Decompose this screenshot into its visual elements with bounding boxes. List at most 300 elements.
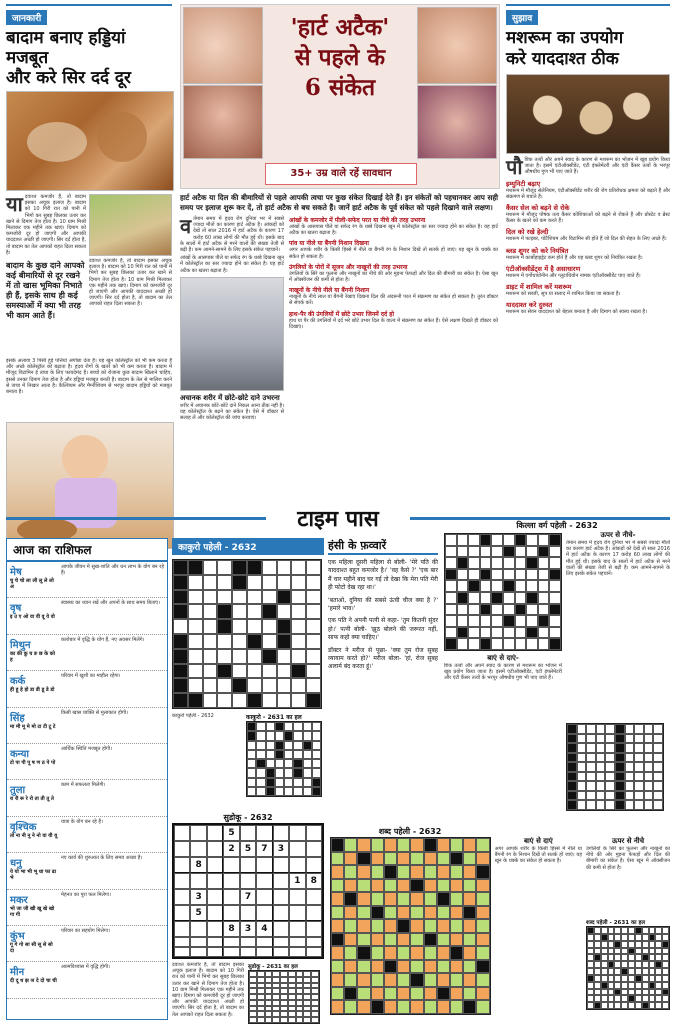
crossword-mini-answer-cell [615,800,625,810]
sudoku-cell [190,937,206,947]
crossword-answer-cell [601,927,608,934]
sudoku-cell: 8 [306,873,322,889]
crossword-answer-cell [587,995,594,1002]
kakuro-answer-cell [293,778,302,787]
crossword-answer-cell [655,948,662,955]
kakuro-cell [291,575,306,590]
crossword-cell [384,933,397,947]
crossword-cell [450,879,463,893]
crossword-mini-cell [549,546,561,558]
kakuro-answer-cell [247,768,256,777]
crossword-answer-cell [608,927,615,934]
crossword-mini-answer-cell [586,724,596,734]
crossword-cell [437,960,450,974]
crossword-cell [437,919,450,933]
crossword-cell [463,987,476,1001]
sudoku-cell [223,857,239,873]
crossword-answer-cell [608,1002,615,1009]
crossword-cell [397,960,410,974]
crossword-answer-cell [601,954,608,961]
sudoku-cell [174,825,190,841]
crossword-answer-cell [655,941,662,948]
kakuro-cell [173,575,188,590]
crossword-mini-down-head: ऊपर से नीचे- [600,531,636,539]
joke-item: एक पति ने अपनी पत्नी से कहा- 'तुम कितनी सुंदर हो।' पत्नी बोली- 'झूठ बोलने की जरूरत नहीं, साफ कहो क्या चाहिए।' [328,617,438,642]
crossword-answer-cell [608,989,615,996]
crossword-answer-cell [621,975,628,982]
crossword-answer-cell [601,982,608,989]
center-dropcap: व [180,214,192,238]
crossword-mini-answer-cell [615,753,625,763]
crossword-mini-answer-cell [567,800,577,810]
crossword-mini-answer-cell [644,791,654,801]
crossword-answer-cell [655,968,662,975]
crossword-cell [331,973,344,987]
rashi-row [7,926,167,962]
crossword-mini-cell [457,534,469,546]
kakuro-cell [277,693,292,708]
kakuro-cell [291,678,306,693]
rashi-name: मकर [10,894,28,906]
crossword-mini-cell [526,557,538,569]
sudoku-cell [273,947,289,957]
kakuro-answer-cell [266,778,275,787]
left-story-rule [6,4,172,6]
crossword-answer-cell [601,995,608,1002]
kakuro-answer-cell [256,778,265,787]
kakuro-answer-cell [303,768,312,777]
crossword-mini-answer-cell [625,772,635,782]
crossword-answer-cell [614,989,621,996]
crossword-cell [344,933,357,947]
rashi-text: आपके जीवन में सुख-शांति और धन लाभ के योग बन रहे हैं। [61,564,164,577]
crossword-cell [476,1000,489,1014]
crossword-answer-cell [628,948,635,955]
crossword-mini-answer-grid [566,723,664,811]
kakuro-cell [217,619,232,634]
crossword-cell [384,960,397,974]
crossword-mini-answer-cell [577,753,587,763]
left-story-pull-quote: बादाम के कुछ दाने आपको कई बीमारियों से दूर रखने में तो खास भूमिका निभाते ही हैं, इसके साथ ही कई समस्याओं में क्या भी तरह भी काम आते हैं। [6,260,85,321]
banner-title-line2: से पहले के [294,44,386,71]
crossword-mini-cell [549,615,561,627]
crossword-cell [450,1000,463,1014]
crossword-mini-answer-cell [615,772,625,782]
crossword-cell [463,919,476,933]
rashi-sign [10,673,58,704]
crossword-cell [371,879,384,893]
crossword-mini-cell [503,569,515,581]
crossword-cell [450,946,463,960]
rashi-row [7,598,167,634]
center-sub4: उंगलियों के पोरों में सूजन और नाखूनों की तरह उभरना [289,263,408,271]
crossword-answer-cell [662,927,669,934]
crossword-mini-answer-cell [567,791,577,801]
crossword-mini-answer-cell [653,781,663,791]
kakuro-cell [291,649,306,664]
kakuro-title: काकुरो पहेली - 2632 [172,538,324,555]
crossword-cell [410,1000,423,1014]
right-section-body: मशरूम को सब्जी, सूप या सलाद में शामिल किया जा सकता है। [506,291,621,298]
crossword-mini-cell [457,557,469,569]
kakuro-answer-cell [284,768,293,777]
crossword-answer-cell [655,995,662,1002]
crossword-mini-answer-cell [605,800,615,810]
crossword-cell [437,838,450,852]
crossword-mini-answer-cell [586,753,596,763]
kakuro-cell [291,634,306,649]
sudoku-answer-cell [288,1017,296,1023]
crossword-mini-cell [549,592,561,604]
kakuro-cell [173,664,188,679]
left-story-title-line1: बादाम बनाए हड्डियां मजबूत [6,28,126,68]
crossword-mini-answer-cell [586,762,596,772]
crossword-answer-cell [614,927,621,934]
sudoku-answer-cell [272,1017,280,1023]
banner-title [263,13,417,103]
crossword-cell [371,1000,384,1014]
sudoku-cell [306,921,322,937]
crossword-cell [424,892,437,906]
crossword-mini-answer-cell [605,724,615,734]
crossword-down-head: ऊपर से नीचे [611,837,645,845]
crossword-cell [437,933,450,947]
crossword-answer-cell [587,982,594,989]
crossword-cell [371,933,384,947]
kakuro-answer-cell [247,750,256,759]
crossword-mini-cell [480,557,492,569]
kakuro-cell [173,590,188,605]
crossword-cell [384,946,397,960]
crossword-mini-cell [491,615,503,627]
kakuro-answer-cell [247,722,256,731]
crossword-mini-answer-cell [625,791,635,801]
sudoku-grid [172,823,324,959]
sudoku-cell [190,921,206,937]
rashifal-list [7,562,167,999]
kakuro-answer-cell [256,759,265,768]
crossword-cell [331,865,344,879]
rashi-letters: रा री रू रे रो ता ती तू ते [10,796,54,803]
crossword-cell [344,919,357,933]
crossword-cell [410,960,423,974]
crossword-answer-cell [662,954,669,961]
kakuro-cell [247,678,262,693]
crossword-answer-cell [628,995,635,1002]
crossword-mini-answer-cell [625,800,635,810]
crossword-mini-cell [515,604,527,616]
crossword-cell [424,852,437,866]
crossword-mini-cell [445,604,457,616]
rashi-name: मेष [10,567,22,578]
crossword-answer-cell [628,982,635,989]
crossword-mini-cell [549,534,561,546]
crossword-answer-cell [655,975,662,982]
sudoku-cell [207,841,223,857]
rashi-letters: इ उ ए ओ वा वी वू वे वो [10,614,55,621]
sudoku-cell [306,841,322,857]
rashi-sign [10,600,58,631]
rashi-text: स्वास्थ्य का ध्यान रखें और अपनों के साथ समय बिताएं। [61,600,160,607]
crossword-answer-cell [635,954,642,961]
sudoku-cell [306,937,322,947]
crossword-mini-answer-cell [586,781,596,791]
crossword-mini-answer-cell [596,772,606,782]
sudoku-answer-cell [311,1017,319,1023]
crossword-mini-cell [445,627,457,639]
crossword-cell [384,838,397,852]
crossword-answer-cell [662,961,669,968]
crossword-answer-cell [642,948,649,955]
sudoku-cell [289,947,305,957]
kakuro-cell [291,604,306,619]
crossword-mini-cell [526,569,538,581]
crossword-mini-answer-cell [644,800,654,810]
sudoku-cell [207,825,223,841]
kakuro-cell [173,678,188,693]
rashi-letters: दी दू थ झ ञ दे दो चा ची [10,978,57,985]
center-sub3: पांव या नीले या बैंगनी निशान दिखना [289,240,369,248]
rashi-letters: गू गे गो सा सी सू से सो दा [10,941,53,954]
crossword-mini-answer-cell [615,781,625,791]
crossword-mini-answer-cell [586,772,596,782]
kakuro-cell [277,560,292,575]
sudoku-cell [256,825,272,841]
crossword-answer-cell [642,954,649,961]
kakuro-answer-cell [284,750,293,759]
crossword-answer-cell [621,954,628,961]
crossword-mini-cell [549,569,561,581]
right-section-body: मशरूम में कार्बोहाइड्रेट कम होते हैं और यह ब्लड शुगर को नियंत्रित रखता है। [506,254,643,261]
sudoku-cell [207,857,223,873]
crossword-answer-cell [614,954,621,961]
kakuro-answer-cell [293,750,302,759]
rashi-row [7,890,167,926]
rashi-letters: मा मी मू मे मो टा टी टू टे [10,723,56,730]
kakuro-answer-cell [247,787,256,796]
crossword-cell [384,852,397,866]
crossword-cell [410,919,423,933]
kakuro-answer-cell [266,759,275,768]
sudoku-cell [306,825,322,841]
center-sub1: अचानक शरीर में छोटे-छोटे दाने उभरना [180,393,280,402]
kakuro-cell [232,634,247,649]
crossword-cell [371,852,384,866]
crossword-cell [397,933,410,947]
rashi-name: तुला [10,785,26,797]
crossword-cell [384,919,397,933]
crossword-mini-answer-cell [653,734,663,744]
crossword-mini-cell [445,638,457,650]
sudoku-answer-title: सुडोकू - 2631 का हल [248,964,298,970]
crossword-answer-cell [594,927,601,934]
kakuro-answer-cell [293,787,302,796]
crossword-cell [397,892,410,906]
rashi-text: आर्थिक स्थिति मजबूत होगी। [61,745,113,752]
kakuro-cell [217,634,232,649]
left-story-tag: जानकारी [6,10,47,25]
sudoku-cell [174,873,190,889]
crossword-cell [397,1000,410,1014]
crossword-cell [344,960,357,974]
crossword-cell [463,973,476,987]
kakuro-answer-cell [266,741,275,750]
kakuro-answer-cell [293,722,302,731]
sudoku-answer-cell [280,1017,288,1023]
crossword-mini-cell [468,580,480,592]
crossword-cell [371,960,384,974]
crossword-answer-cell [628,975,635,982]
right-section-head: दिल को रखे हेल्दी [506,228,549,237]
sudoku-cell [256,947,272,957]
right-section-head: इम्युनिटी बढ़ाए [506,179,541,188]
crossword-cell [437,1000,450,1014]
rashi-name: मीन [10,967,25,979]
kakuro-answer-cell [275,722,284,731]
crossword-mini-answer-cell [625,724,635,734]
crossword-answer-cell [649,961,656,968]
crossword-cell [424,1000,437,1014]
crossword-mini-cell [515,638,527,650]
sudoku-cell [190,873,206,889]
kakuro-cell [232,693,247,708]
hand-photo [417,7,497,84]
crossword-cell [476,838,489,852]
crossword-mini-answer-cell [567,734,577,744]
crossword-answer-cell [621,995,628,1002]
crossword-mini-answer-cell [625,743,635,753]
crossword-mini-answer-cell [605,772,615,782]
crossword-cell [476,946,489,960]
kakuro-cell [306,634,321,649]
rashi-text: किसी खास व्यक्ति से मुलाकात होगी। [61,709,128,716]
sudoku-cell [240,857,256,873]
rashi-name: कर्क [10,676,26,688]
crossword-cell [357,1000,370,1014]
kakuro-answer-cell [284,778,293,787]
crossword-answer-cell [594,989,601,996]
sudoku-cell [306,947,322,957]
crossword-mini-cell [503,592,515,604]
crossword-answer-cell [594,941,601,948]
kakuro-answer-cell [284,787,293,796]
crossword-mini-cell [526,580,538,592]
crossword-answer-cell [628,934,635,941]
crossword-mini-cell [538,534,550,546]
crossword-cell [384,987,397,1001]
sudoku-cell [223,937,239,947]
crossword-answer-cell [662,941,669,948]
kakuro-cell [262,604,277,619]
crossword-cell [357,838,370,852]
rashi-name: वृष [10,603,22,615]
sudoku-cell: 4 [256,921,272,937]
kakuro-cell [306,649,321,664]
crossword-mini-cell [526,615,538,627]
crossword-mini-cell [468,546,480,558]
crossword-answer-cell [614,934,621,941]
crossword-mini-cell [468,592,480,604]
crossword-answer-cell [655,934,662,941]
sudoku-cell [240,937,256,947]
finger-photo [183,85,263,159]
crossword-mini-cell [457,638,469,650]
crossword-mini-answer-cell [653,724,663,734]
crossword-answer-cell [635,961,642,968]
kakuro-cell [306,590,321,605]
crossword-answer-cell [601,975,608,982]
rashi-letters: चु चे चो ला ली लू ले लो अ [10,578,54,590]
crossword-mini-answer-cell [577,762,587,772]
crossword-cell [357,906,370,920]
sudoku-cell: 5 [223,825,239,841]
rashi-sign [10,746,58,777]
kakuro-answer-cell [247,731,256,740]
crossword-answer-cell [628,927,635,934]
crossword-answer-cell [642,961,649,968]
kakuro-cell [262,649,277,664]
center-col1-more: आंखों के आसपास पीले या सफेद रंग के धब्बे दिखना खून में कोलेस्ट्रॉल का स्तर ज्यादा होने का संकेत है। यह हार्ट अटैक का खतरा बढ़ाता है। [180,255,284,274]
right-story [506,4,670,502]
crossword-answer-cell [649,1002,656,1009]
kakuro-answer-cell [293,731,302,740]
sudoku-instructions: दवाश्त कमजोर है, तो बादाम इसका अचूक इलाज है। बादाम को 10 गिरी रात को पानी में भिगो कर सुबह छिलका उतार कर खाने से दिमाग तेज होता है। 10 ग्राम मिश्री मिलाकर एक महीने तक खाएं। दिमाग को कमजोरी दूर हो जाएगी और आपकी याददाश्त अच्छी हो जाएगी। सिर दर्द होता है, तो बादाम का तेल आपको राहत दिला सकता है। [172,962,244,1018]
kakuro-cell [188,664,203,679]
kakuro-answer-cell [247,778,256,787]
crossword-cell [424,919,437,933]
kakuro-answer-cell [303,750,312,759]
sudoku-cell [273,889,289,905]
sudoku-cell [223,905,239,921]
rashi-sign [10,710,58,741]
crossword-mini-answer-cell [644,743,654,753]
crossword-cell [371,865,384,879]
kakuro-answer-cell [256,787,265,796]
heart-attack-man-photo [180,277,284,391]
crossword-cell [463,879,476,893]
crossword-answer-cell [621,982,628,989]
kakuro-cell [262,664,277,679]
center-sub3-body: अगर आपके शरीर के किसी हिस्से में नीले या बैंगनी रंग के निशान दिखें तो सतर्क हो जाएं। यह खून के थक्के का संकेत हो सकता है। [289,247,498,260]
kakuro-cell [203,590,218,605]
crossword-mini-cell [503,638,515,650]
crossword-mini-answer-cell [605,781,615,791]
crossword-cell [424,960,437,974]
kakuro-cell [232,664,247,679]
crossword-cell [331,933,344,947]
crossword-answer-cell [608,961,615,968]
crossword-mini-answer-cell [634,800,644,810]
crossword-cell [463,933,476,947]
crossword-mini-cell [468,627,480,639]
crossword-cell [331,919,344,933]
crossword-mini-cell [491,546,503,558]
rashi-sign [10,928,58,959]
crossword-cell [397,879,410,893]
crossword-answer-cell [635,934,642,941]
crossword-answer-cell [662,968,669,975]
sudoku-cell: 7 [240,889,256,905]
crossword-cell [424,879,437,893]
crossword-answer-cell [642,975,649,982]
crossword-cell [437,906,450,920]
rashi-name: कुंभ [10,930,25,942]
crossword-answer-cell [594,982,601,989]
crossword-mini-answer-cell [577,743,587,753]
crossword-cell [476,879,489,893]
kakuro-cell [262,619,277,634]
kakuro-cell [217,678,232,693]
